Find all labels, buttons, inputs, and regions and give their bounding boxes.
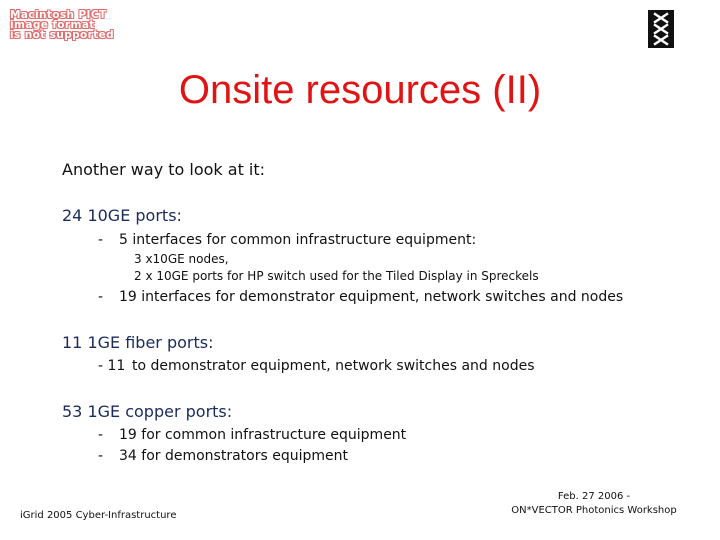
footer-right-block [494, 490, 694, 518]
sub-list-item: 2 x 10GE ports for HP switch used for the Tiled Display in Spreckels [134, 269, 539, 283]
triple-cross-logo-icon [648, 10, 674, 48]
bullet-dash: - [98, 448, 104, 464]
university-logo [648, 10, 674, 48]
footer-left-text: iGrid 2005 Cyber-Infrastructure [20, 510, 177, 521]
section-heading: 24 10GE ports: [62, 206, 182, 225]
section-heading: 11 1GE fiber ports: [62, 333, 214, 352]
list-item: to demonstrator equipment, network switches and nodes [132, 358, 535, 374]
list-item: 5 interfaces for common infrastructure equipment: [119, 232, 477, 248]
footer-date: Feb. 27 2006 - [557, 491, 631, 502]
intro-text: Another way to look at it: [62, 160, 266, 179]
section-heading: 53 1GE copper ports: [62, 402, 233, 421]
placeholder-line-2: image format [10, 19, 95, 31]
unsupported-image-placeholder [10, 10, 140, 44]
list-item: 19 interfaces for demonstrator equipment, network switches and nodes [119, 289, 624, 305]
footer-event: ON*VECTOR Photonics Workshop [511, 505, 677, 516]
bullet-dash: - [98, 427, 104, 443]
bullet-dash: - [98, 289, 104, 305]
slide-title: Onsite resources (II) [178, 68, 542, 112]
sub-list-item: 3 x10GE nodes, [134, 252, 229, 266]
placeholder-line-3: is not supported [10, 29, 115, 41]
placeholder-line-1: Macintosh PICT [10, 9, 107, 21]
list-item: 19 for common infrastructure equipment [119, 427, 407, 443]
bullet-dash: - [98, 232, 104, 248]
list-item: 34 for demonstrators equipment [119, 448, 348, 464]
bullet-dash: - 11 [98, 358, 126, 374]
